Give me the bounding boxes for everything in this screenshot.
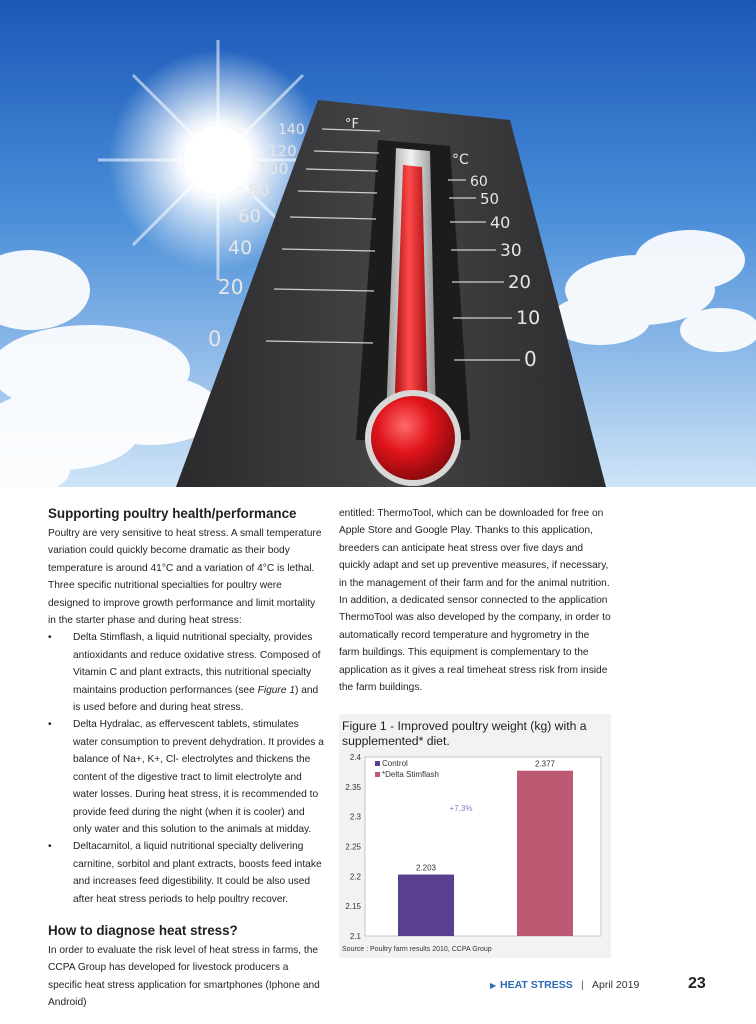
- fahrenheit-tick-label: 80: [248, 181, 270, 201]
- list-item-hydralac: [48, 716, 324, 838]
- fahrenheit-tick-label: 60: [238, 206, 261, 227]
- celsius-tick-label: 0: [524, 347, 537, 371]
- legend-entry: *Delta Stimflash: [382, 770, 439, 779]
- y-tick-label: 2.25: [345, 842, 361, 852]
- section-heading-supporting: Supporting poultry health/performance: [48, 506, 297, 521]
- celsius-tick-label: 60: [470, 174, 488, 190]
- figure-source: Source : Poultry farm results 2010, CCPA Group: [342, 946, 492, 953]
- bar-control: [398, 875, 454, 936]
- celsius-tick-label: 10: [516, 307, 541, 329]
- growth-annotation: +7,3%: [449, 804, 473, 813]
- legend-swatch: [375, 761, 380, 766]
- figure-title: Figure 1 - Improved poultry weight (kg) with a supplemented* diet.: [342, 719, 587, 748]
- left-column: [48, 505, 324, 1012]
- y-tick-label: 2.1: [349, 932, 361, 941]
- product-list: [48, 629, 324, 908]
- list-item-text: Delta Hydralac, as effervescent tablets, stimulates water consumption to prevent dehydration. It provides a balance of Na+, K+, Cl- electrolytes and thickens the content of the digestive tract to limit electrolyte and water losses. During heat stress, it is recommended to provide feed during the night (when it is cooler) and only water and this solution to the animals at midday.: [73, 719, 324, 835]
- diagnose-paragraph: In order to evaluate the risk level of heat stress in farms, the CCPA Group has developed for livestock producers a specific heat stress application for smartphones (Iphone and Android): [48, 944, 320, 1009]
- y-tick-label: 2.15: [345, 902, 361, 912]
- footer-separator: |: [581, 979, 584, 991]
- footer-section-name: HEAT STRESS: [500, 979, 573, 991]
- fahrenheit-tick-label: 140: [278, 122, 305, 138]
- celsius-tick-label: 50: [480, 190, 500, 208]
- right-column: [339, 505, 611, 696]
- fahrenheit-tick-label: 120: [268, 142, 297, 160]
- bar-value-label: 2.203: [415, 863, 437, 873]
- fahrenheit-tick-label: 0: [208, 327, 222, 351]
- legend-entry: Control: [382, 759, 408, 768]
- y-tick-label: 2.2: [349, 872, 361, 882]
- y-tick-label: 2.3: [349, 812, 361, 822]
- celsius-unit-label: °C: [452, 152, 469, 168]
- page-footer: [0, 975, 756, 998]
- celsius-tick-label: 20: [508, 272, 531, 293]
- legend-swatch: [375, 772, 380, 777]
- sensor-paragraph: In addition, a dedicated sensor connected to the application ThermoTool was also developed by the company, in order to automatically record temperature and hygrometry in the farm buildings. This equipment is complementary to the application as it gives a real timeheat stress risk from inside the farm buildings.: [339, 595, 611, 694]
- section-heading-diagnose: How to diagnose heat stress?: [48, 922, 238, 938]
- page-number: 23: [688, 975, 706, 992]
- list-item-text: Deltacarnitol, a liquid nutritional specialty delivering carnitine, sorbitol and plant extracts, boosts feed intake and increases feed digestibility. It could be also used after heat stress periods to help poultry recover.: [73, 841, 322, 905]
- hero-photo-thermometer: [0, 0, 756, 487]
- bar-delta-stimflash: [517, 771, 573, 936]
- list-item-text: ) and is used before and during heat stress.: [73, 684, 319, 714]
- fahrenheit-unit-label: °F: [345, 117, 359, 132]
- figure-reference: Figure 1: [257, 684, 295, 696]
- bar-value-label: 2.377: [534, 759, 556, 769]
- footer-date: April 2019: [592, 979, 640, 991]
- celsius-tick-label: 40: [490, 213, 511, 232]
- fahrenheit-tick-label: 20: [218, 275, 244, 299]
- celsius-tick-label: 30: [500, 241, 522, 261]
- figure-1-box: [339, 714, 611, 958]
- triangle-right-icon: ▶: [490, 981, 497, 990]
- list-item-text: Delta Stimflash, a liquid nutritional specialty, provides antioxidants and reduce oxidative stress. Composed of Vitamin C and plant extracts, this nutritional specialty maintains production performances (see: [73, 632, 321, 696]
- list-item-stimflash: [48, 629, 324, 716]
- list-item-deltacarnitol: [48, 838, 324, 908]
- intro-paragraph: Poultry are very sensitive to heat stress. A small temperature variation could quickly become dramatic as their body temperature is around 41°C and a variation of 4°C is lethal. Three specific nutritional specialties for poultry were designed to improve growth performance and limit mortality in the starter phase and during heat stress:: [48, 528, 322, 627]
- y-tick-label: 2.4: [349, 753, 361, 762]
- fahrenheit-tick-label: 100: [258, 159, 289, 178]
- fahrenheit-tick-label: 40: [228, 237, 253, 259]
- y-tick-label: 2.35: [345, 782, 361, 792]
- bar-chart: [339, 714, 611, 958]
- thermotool-paragraph: entitled: ThermoTool, which can be downloaded for free on Apple Store and Google Play. Thanks to this application, breeders can anticipate heat stress over five days and quickly adapt and set up preventive measures, if necessary, in the management of their farm and for the animal nutrition.: [339, 508, 610, 589]
